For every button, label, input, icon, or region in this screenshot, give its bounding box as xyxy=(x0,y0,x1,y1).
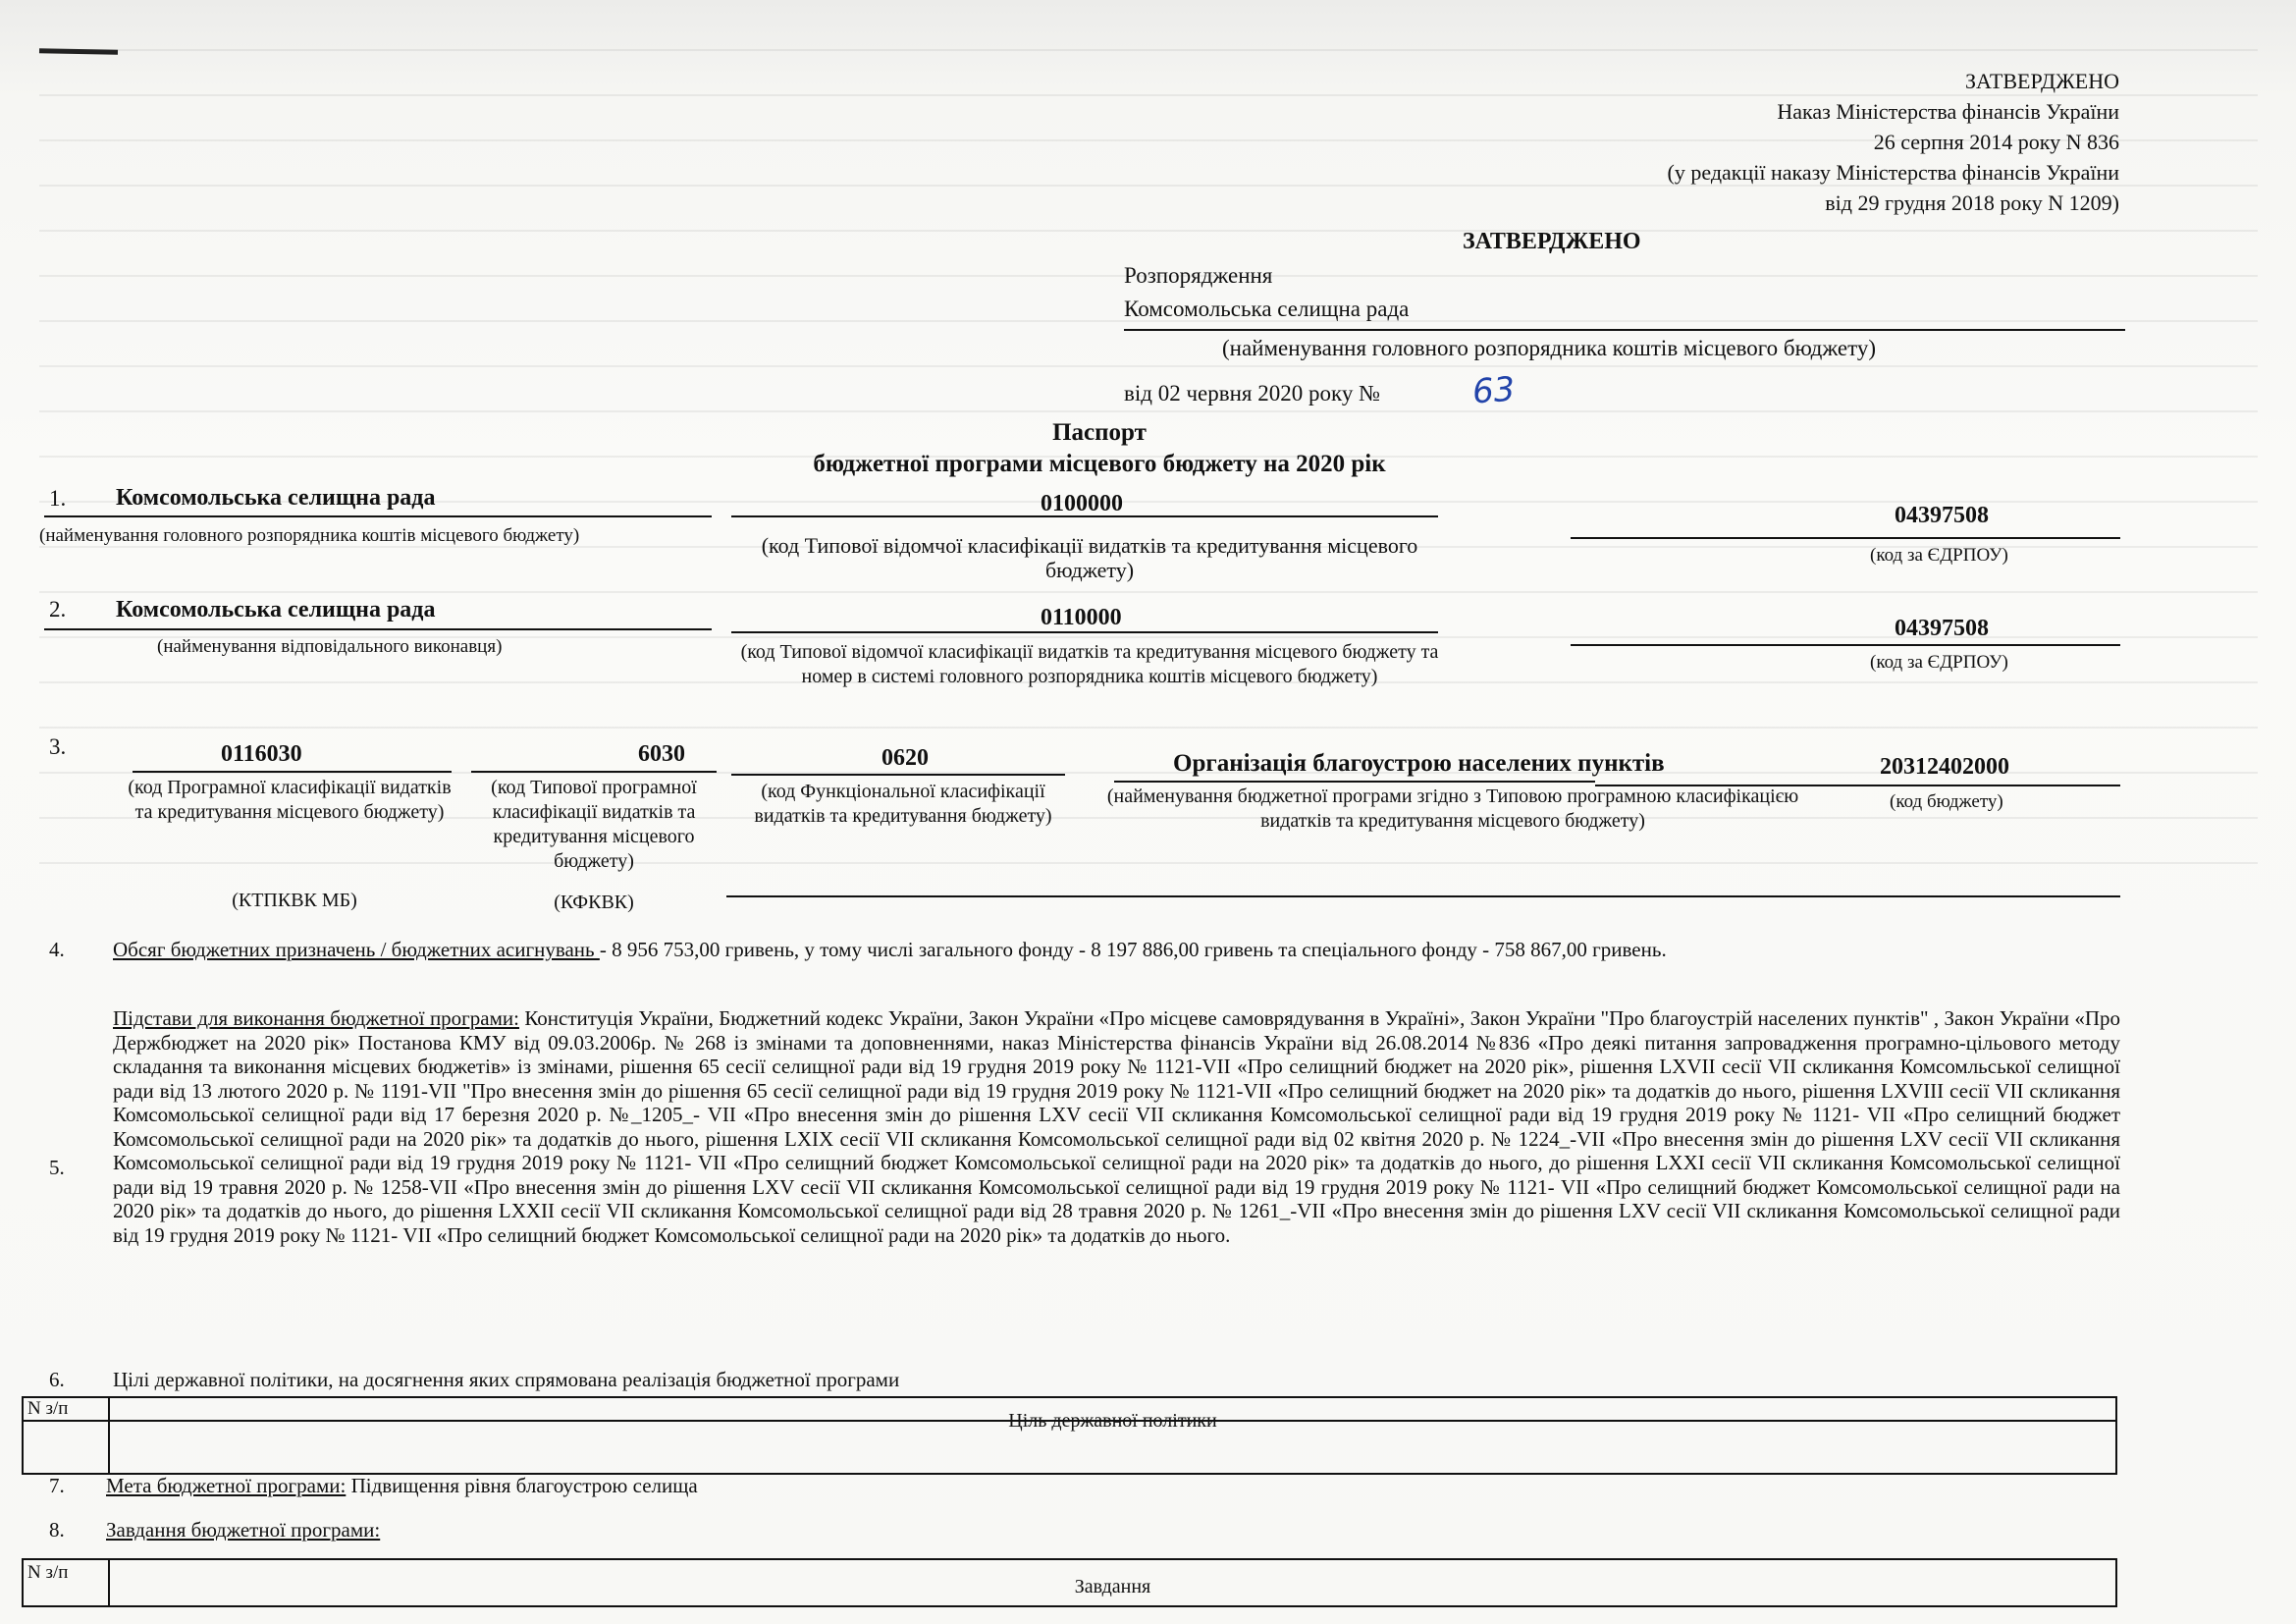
s3-budget-code: 20312402000 xyxy=(1880,754,2009,780)
s1-edrpou-line xyxy=(1571,537,2120,539)
s3-func-line xyxy=(731,774,1065,776)
s2-edrpou-caption: (код за ЄДРПОУ) xyxy=(1870,652,2008,673)
s3-func-caption: (код Функціональної класифікації видатків та кредитування бюджету) xyxy=(754,781,1052,827)
s3-func: 0620 xyxy=(881,745,929,771)
s3-program-line xyxy=(1114,781,1595,783)
approval1-line4: (у редакції наказу Міністерства фінансів України xyxy=(1667,160,2119,185)
s3-num: 3. xyxy=(49,734,67,759)
s6-col-num: N з/п xyxy=(27,1398,69,1419)
s2-code-caption: (код Типової відомчої класифікації видатків та кредитування місцевого бюджету та номер в системі головного розпорядника коштів місцевого бюджету) xyxy=(740,641,1439,687)
s1-edrpou-caption: (код за ЄДРПОУ) xyxy=(1870,545,2008,566)
s6-col-goal: Ціль державної політики xyxy=(1008,1410,1217,1432)
approval2-underline xyxy=(1124,329,2125,331)
s3-program-name: Організація благоустрою населених пунктів xyxy=(1173,750,1665,777)
s8-col-num: N з/п xyxy=(27,1562,69,1583)
s1-name-caption: (найменування головного розпорядника коштів місцевого бюджету) xyxy=(39,525,580,546)
s3-ktpkvk-short: (КТПКВК МБ) xyxy=(232,890,357,911)
s3-kfkvk-line xyxy=(471,771,717,773)
s3-kfkvk-short: (КФКВК) xyxy=(554,892,634,913)
s2-edrpou-line xyxy=(1571,644,2120,646)
s6-text: Цілі державної політики, на досягнення яких спрямована реалізація бюджетної програми xyxy=(113,1368,900,1391)
s2-name-line xyxy=(44,628,712,630)
approval1-line2: Наказ Міністерства фінансів України xyxy=(1777,99,2119,124)
s6-num: 6. xyxy=(49,1368,65,1391)
s2-edrpou: 04397508 xyxy=(1895,616,1989,641)
approval2-date: від 02 червня 2020 року № xyxy=(1124,381,1381,406)
s1-name-line xyxy=(44,515,712,517)
s4-num: 4. xyxy=(49,938,65,961)
s1-edrpou: 04397508 xyxy=(1895,503,1989,528)
s2-num: 2. xyxy=(49,597,67,622)
s1-num: 1. xyxy=(49,486,67,511)
s3-kfkvk: 6030 xyxy=(638,741,685,767)
s5-paragraph xyxy=(113,1006,2120,1247)
approval2-title: ЗАТВЕРДЖЕНО xyxy=(1463,229,1641,254)
handwritten-number: 63 xyxy=(1470,369,1517,412)
s3-kfkvk-caption: (код Типової програмної класифікації видатків та кредитування місцевого бюджету) xyxy=(491,777,697,872)
s7-num: 7. xyxy=(49,1474,65,1497)
approval1-line3: 26 серпня 2014 року N 836 xyxy=(1873,130,2119,154)
s4-text: - 8 956 753,00 гривень, у тому числі загального фонду - 8 197 886,00 гривень та спеціального фонду - 758 867,00 гривень. xyxy=(599,938,1667,961)
s8-label: Завдання бюджетної програми: xyxy=(106,1518,381,1542)
s3-extra-line xyxy=(726,895,2120,897)
s2-name: Комсомольська селищна рада xyxy=(116,597,436,623)
approval2-line2: Комсомольська селищна рада xyxy=(1124,297,1410,321)
s5-text: Конституція України, Бюджетний кодекс України, Закон України «Про місцеве самоврядування в Україні», Закон України "Про благоустрій населених пунктів" , Закон України «Про Держбюджет на 2020 рік» Постанова КМУ від 09.03.2006р. № 268 із змінами та доповненнями, наказ Міністерства фінансів України від 26.08.2014 №836 «Про деякі питання запровадження програмно-цільового методу складання та виконання місцевих бюджетів» із змінами, рішення 65 сесії селищної ради від 19 грудня 2019 року № 1121-VII «Про селищний бюджет на 2020 рік», рішення LXVII сесії VII скликання Комсомльської селищної ради від 13 лютого 2020 р. № 1191-VII "Про внесення змін до рішення 65 сесії селищної ради від 19 грудня 2019 року № 1121-VII «Про селищний бюджет на 2020 рік» та додатків до нього, рішення LXVIII сесії VII скликання Комсомольської селищної ради від 17 березня 2020 р. №_1205_- VII «Про внесення змін до рішення LXV сесії VII скликання Комсомольської селищної ради від 19 грудня 2019 року № 1121- VII «Про селищний бюджет Комсомольської селищної ради на 2020 рік» та додатків до нього, рішення LXIX сесії VII скликання Комсомольської селищної ради від 02 квітня 2020 р. № 1224_-VII «Про внесення змін до рішення LXV сесії VII скликання Комсомольської селищної ради від 19 грудня 2019 року № 1121- VII «Про селищний бюджет Комсомольської селищної ради на 2020 рік» та додатків до нього, до рішення LXXI сесії VII скликання Комсомольської селищної ради від 19 травня 2020 р. № 1258-VII «Про внесення змін до рішення LXV сесії VII скликання Комсомольської селищної ради від 19 грудня 2019 року № 1121- VII «Про селищний бюджет Комсомольської селищної ради на 2020 рік» та додатків до нього, до рішення LXXII сесії VII скликання Комсомольської селищної ради від 28 травня 2020 р. № 1261_-VII «Про внесення змін до рішення LXV сесії VII скликання Комсомольської селищної ради від 19 грудня 2019 року № 1121- VII «Про селищний бюджет Комсомольської селищної ради на 2020 рік» та додатків до нього. xyxy=(113,1006,2120,1247)
approval2-line1: Розпорядження xyxy=(1124,263,1273,288)
s1-code-line xyxy=(731,515,1438,517)
s4-label: Обсяг бюджетних призначень / бюджетних асигнувань xyxy=(113,938,600,961)
s8-num: 8. xyxy=(49,1518,65,1542)
s7-label: Мета бюджетної програми: xyxy=(106,1474,347,1497)
s1-name: Комсомольська селищна рада xyxy=(116,485,436,511)
s7-line xyxy=(106,1473,698,1498)
s3-program-caption: (найменування бюджетної програми згідно з Типовою програмною класифікацією видатків та кредитування місцевого бюджету) xyxy=(1106,785,1799,832)
s1-code: 0100000 xyxy=(1041,491,1123,516)
s8-col-task: Завдання xyxy=(1074,1576,1151,1597)
s2-code-line xyxy=(731,631,1438,633)
approval1-line1: ЗАТВЕРДЖЕНО xyxy=(1964,69,2119,93)
s3-ktpkvk-line xyxy=(133,771,452,773)
s3-ktpkvk-caption: (код Програмної класифікації видатків та кредитування місцевого бюджету) xyxy=(128,777,452,823)
passport-subtitle: бюджетної програми місцевого бюджету на 2020 рік xyxy=(813,451,1386,477)
scan-mark xyxy=(39,48,118,54)
s3-ktpkvk: 0116030 xyxy=(221,741,302,767)
approval1-line5: від 29 грудня 2018 року N 1209) xyxy=(1825,190,2119,215)
s1-code-caption: (код Типової відомчої класифікації видатків та кредитування місцевого бюджету) xyxy=(761,533,1418,582)
passport-title: Паспорт xyxy=(1052,419,1147,446)
s4-line xyxy=(113,937,1667,962)
s5-num: 5. xyxy=(49,1156,65,1179)
s3-budget-caption: (код бюджету) xyxy=(1890,791,2003,812)
s7-text: Підвищення рівня благоустрою селища xyxy=(346,1474,698,1497)
s2-code: 0110000 xyxy=(1041,605,1122,630)
s2-name-caption: (найменування відповідального виконавця) xyxy=(157,636,503,657)
approval2-caption: (найменування головного розпорядника коштів місцевого бюджету) xyxy=(1222,336,1877,360)
s5-label: Підстави для виконання бюджетної програми: xyxy=(113,1006,519,1030)
s3-budget-line xyxy=(1595,785,2120,786)
